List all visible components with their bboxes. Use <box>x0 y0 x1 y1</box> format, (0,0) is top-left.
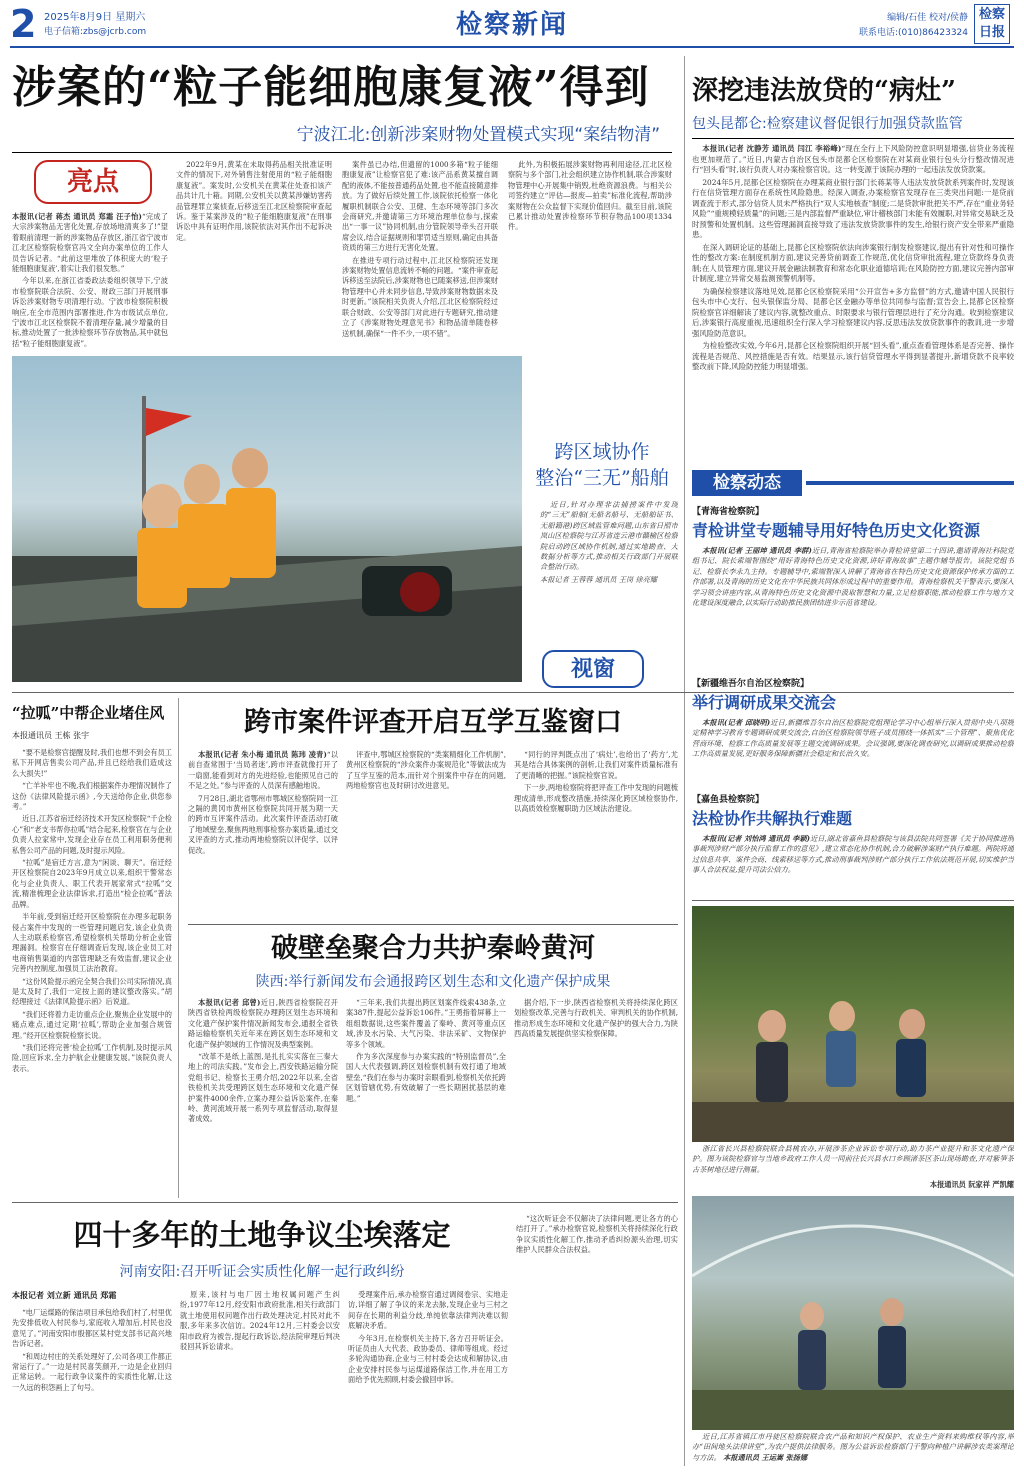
lead-p6: 此外,为积极拓展涉案财物再利用途径,江北区检察院与多个部门,社会组织建立协作机制,联合涉案财物管理中心开展集中销毁,杜绝资源浪费。与相关公司签约建立“评估—报废—拍卖”标准化流程,帮助涉案财物在公众监督下实现价值回归。截至目前,该院已累计推动处置涉检察环节积存物品100项1334件。 <box>508 160 672 232</box>
issue-date: 2025年8月9日 星期六 <box>44 12 146 22</box>
lead-headline: 涉案的“粒子能细胞康复液”得到 <box>12 62 650 113</box>
mid2-subtitle: 陕西:举行新闻发布会通报跨区划生态和文化遗产保护成果 <box>255 974 611 990</box>
lead-p1: “完成了大宗涉案物品无害化处置,存放场地清爽多了!”望着眼前清理一新的涉案物品存放区,浙江省宁波市江北区检察院检察官冯文全向办案单位的工作人员告诉记者。“此前这里堆放了体积庞大的‘粒子能细胞康复液’,着实让我们很发愁。” <box>12 212 168 274</box>
mid1-p4: “同行的评判既点出了‘病灶’,也给出了‘药方’,尤其是结合具体案例的剖析,让我们对案件质量标准有了更清晰的把握。”该院检察官说。 <box>514 750 678 780</box>
mid1-p2: 7月28日,湖北省鄂州市鄂城区检察院同一江之隔的黄冈市黄州区检察院共同开展为期一天的跨市互评案件活动。此次案件评查活动打破了地域壁垒,聚焦两地刑事检察办案质量,通过交叉评查的方式,推动两地检察院以评促学、以评促改。 <box>188 793 338 855</box>
lead-byline: 本报讯(记者 蒋杰 通讯员 郑霜 汪子怡) <box>12 212 142 221</box>
dynamics-body-3 <box>692 834 1014 894</box>
lead-col-3 <box>342 160 498 352</box>
mid1-col-2 <box>346 750 506 920</box>
dynamics-body-1 <box>692 546 1014 670</box>
lead-col-1 <box>12 212 168 352</box>
dynamics-title-1: 青检讲堂专题辅导用好特色历史文化资源 <box>692 521 981 540</box>
right-photo-2-credit: 本报通讯员 王运嵩 张扬娜 <box>723 1452 808 1462</box>
mid2-p2: “改革不是纸上蓝图,是扎扎实实落在三秦大地上的司法实践。”发布会上,西安铁路运输分院党组书记、检察长王勇介绍,2022年以来,全省铁检机关共受理跨区划生态环境和文化遗产保护案件4000余件,立案办理公益诉讼案件,在秦岭、黄河流域开展一系列专项监督活动,取得显著成效。 <box>188 1052 338 1124</box>
dynamics-header <box>692 470 1014 496</box>
mid3-col-3 <box>348 1290 508 1468</box>
right-p1: “现在全行上下风险防控意识明显增强,信贷业务流程也更加规范了。”近日,内蒙古自治区包头市昆都仑区检察院在对某商业银行包头分行整改情况进行“回头看”时,该行负责人对办案检察官说。这一转变源于该院办理的一起违法发放贷款案。 <box>692 144 1014 174</box>
feature-title-line-2: 整治“三无”船舶 <box>535 467 669 489</box>
right-photo-1-caption <box>692 1144 1014 1180</box>
mid1-p1: “以前自查常围于‘当局者迷’,跨市评查就像打开了一扇窗,能看到对方的先进经验,也能照见自己的不足之处。”参与评查的人员深有感触地说。 <box>188 750 338 791</box>
right-photo-2-caption-text: 近日,江苏省镇江市丹徒区检察院联合农产品和知识产权保护、农业生产资料来购维权等内容,举办“田间地头法律讲堂”,为农户提供法律服务。图为公益诉讼检察部门干警向种植户讲解涉农类案理论与方法。 本报通讯员 王运嵩 张扬娜 <box>692 1432 1014 1462</box>
tea-field-illustration <box>692 906 1014 1142</box>
mid3-p4: 受理案件后,承办检察官通过调阅卷宗、实地走访,详细了解了争议的来龙去脉,发现企业与三村之间存在长期的利益分歧,单纯依靠法律判决难以彻底解决矛盾。 <box>348 1290 508 1331</box>
dynamics-title-2: 举行调研成果交流会 <box>692 693 837 712</box>
right-photo-1-caption-text: 浙江省长兴县检察院联合县桃农办,开展涉茶企业诉讼专项行动,助力茶产业提升和茶文化遗产保护。图为该院检察官与当地乡政府工作人员一同前往长兴县水口乡顾渚茶区茶山现场勘查,并对紫笋茶古茶树地径进行测量。 <box>692 1144 1014 1174</box>
dynamics-text-2: 近日,新疆维吾尔自治区检察院党组理论学习中心组举行深入贯彻中央八项规定精神学习教育专题调研成果交流会,自治区检察院领导班子成员围绕一体抓实“三个管理”、聚焦优化营商环境、检察工作高质量发展等主题交流调研成果。会议强调,要深化调查研究,以调研成果推动检察工作高质量发展,更好服务保障新疆社会稳定和长治久安。 <box>692 718 1014 759</box>
mid3-p3: 原来,该村与电厂因土地权属问题产生纠纷,1977年12月,经安阳市政府批准,相关行政部门就土地使用权问题作出行政处理决定,村民对此不服,多年来多次信访。2024年12月,三村委会以安阳市政府为被告,提起行政诉讼,经法院审理后判决驳回其诉讼请求。 <box>180 1290 340 1352</box>
feature-credit: 本报记者 王蓉蓉 通讯员 王岗 徐亮耀 <box>540 574 657 584</box>
mid2-col-1 <box>188 998 338 1194</box>
sidebar-byline: 本报通讯员 王栋 张宇 <box>12 731 90 740</box>
mid3-col-2 <box>180 1290 340 1468</box>
sidebar-p3: 近日,江苏省宿迁经济技术开发区检察院“千企检心”和“老支书帮你拉呱”结合起来,检察官在与企业负责人拉家常中,发现企业存在员工利用职务便利私售公司产品的问题,及时提示风险。 <box>12 814 172 855</box>
right-body <box>692 144 1014 466</box>
dynamics-org-2: 【新疆维吾尔自治区检察院】 <box>692 679 810 689</box>
sidebar-p2: “亡羊补牢也不晚,我们根据案件办理情况制作了这份《法律风险提示函》,今天送给你企业,供您参考。” <box>12 781 172 812</box>
masthead-rule <box>10 46 1014 48</box>
dynamics-item-3 <box>692 792 1014 896</box>
mid2-col-3 <box>514 998 678 1194</box>
mid2-top-rule <box>188 924 678 925</box>
sidebar-p4: “拉呱”是宿迁方言,意为“闲谈、聊天”。宿迁经开区检察院自2023年9月成立以来,组织干警常态化与企业负责人、职工代表开展家常式“拉呱”交流,精准梳理企业法律诉求,打造出“检企拉呱”普法品牌。 <box>12 858 172 909</box>
issue-email: 电子信箱:zbs@jcrb.com <box>44 27 147 37</box>
mid1-col-1 <box>188 750 338 920</box>
sidebar-body <box>12 748 172 1196</box>
mid3-headline: 四十多年的土地争议尘埃落定 <box>73 1218 451 1252</box>
mid3-subtitle: 河南安阳:召开听证会实质性化解一起行政纠纷 <box>119 1264 405 1280</box>
right-photo-1 <box>692 906 1014 1142</box>
mid1-byline: 本报讯(记者 朱小梅 通讯员 陈玮 凌青) <box>198 750 327 759</box>
lead-subtitle: 宁波江北:创新涉案财物处置模式实现“案结物清” <box>296 125 660 145</box>
right-subtitle: 包头昆都仑:检察建议督促银行加强贷款监管 <box>692 116 963 132</box>
sidebar-headline: “拉呱”中帮企业堵住风 <box>12 704 165 722</box>
mid1-headline: 跨市案件评查开启互学互鉴窗口 <box>244 707 622 738</box>
feature-badge <box>542 650 644 688</box>
lead-badge-label: 亮点 <box>66 167 119 197</box>
phone-line: 联系电话:(010)86423324 <box>858 28 968 38</box>
section-title: 检察新闻 <box>455 10 568 40</box>
mid3-top-rule <box>12 1202 678 1203</box>
lead-p3: 2022年9月,黄某在未取得药品相关批准证明文件的情况下,对外销售注射使用的“粒子能细胞康复液”。案发时,公安机关在黄某住处查扣该产品共计几十箱。同期,公安机关以黄某涉嫌妨害药品管理罪立案侦查,后移送至江北区检察院审查起诉。鉴于某案涉及的“粒子能细胞康复液”在刑事诉讼中具有证明作用,该院依法对其作出不起诉决定。 <box>176 160 332 242</box>
right-photo-1-credit: 本报通讯员 阮家祥 严凯耀 <box>929 1180 1014 1189</box>
right-p2: 2024年5月,昆都仑区检察院在办理某商业银行部门长蒋某等人违法发放贷款系列案件时,发现该行在信贷管理方面存在系统性风险隐患。经深入调查,办案检察官发现存在三类突出问题:一是贷前调查流于形式,部分信贷人员未严格执行“双人实地核查”制度;二是贷款审批把关不严,存在“重业务轻风险”“重规模轻质量”的问题;三是内部监督严重缺位,审计稽核部门未能有效履职,对异常交易缺乏及时预警和处置机制。这些管理漏洞直接导致了违法发放贷款事件的发生,给银行资产安全带来严重隐患。 <box>692 177 1014 239</box>
lead-p4: 案件虽已办结,但遗留的1000多箱“粒子能细胞康复液”让检察官犯了难:该产品系黄某擅自调配的液体,不能按普通药品处置,也不能直接随意排放。为了做好后续处置工作,该院依托检察一体化履职机制联合公安、卫健、生态环境等部门多次会商研究,并邀请第三方环境治理单位参与,探索出“一事一议”协同机制,由分管院领导牵头召开联席会议,结合证据规则和罪罚适当原则,确定由具备资质的第三方进行无害化处置。 <box>342 160 498 253</box>
right-rule <box>692 138 1014 139</box>
dynamics-org-1: 【青海省检察院】 <box>692 507 765 517</box>
lead-badge <box>34 160 152 204</box>
right-p3: 在深入调研论证的基础上,昆都仑区检察院依法向涉案银行制发检察建议,提出有针对性和可操作性的整改方案:在制度机制方面,建议完善贷前调查工作规范,优化信贷审批流程,建立贷款终身负责制;在人员管理方面,建议开展金融法制教育和常态化职业道德培训;在风险防控方面,建议完善内部审计制度,建立异常交易监测预警机制等。 <box>692 242 1014 283</box>
feature-photo <box>12 356 522 682</box>
dynamics-header-bar <box>806 481 1014 485</box>
lead-col-4 <box>508 160 672 352</box>
lead-col-2 <box>176 160 332 352</box>
mid2-byline: 本报讯(记者 邱曾) <box>198 998 261 1007</box>
page-number: 2 <box>10 4 37 44</box>
dynamics-byline-1: 本报讯(记者 王丽坤 通讯员 李群) <box>702 546 812 555</box>
mid1-p3: 评查中,鄂城区检察院的“类案精细化工作机制”,黄州区检察院的“涉众案件办案规范化”等做法成为了互学互鉴的范本,而针对个别案件中存在的问题,两地检察官也及时研讨改进意见。 <box>346 750 506 791</box>
mid3-p6: “这次听证会不仅解决了法律问题,更让各方的心结打开了。”承办检察官说,检察机关将持续深化行政争议实质性化解工作,推动矛盾纠纷源头治理,切实维护人民群众合法权益。 <box>516 1214 678 1255</box>
lead-rule <box>12 152 672 153</box>
newspaper-logo: 检察日报 <box>974 4 1010 44</box>
feature-caption-text: 近日,针对办理非法捕捞案件中发现的“三无”船舶(无船名船号、无船舶证书、无船籍港)跨区域监管难问题,山东省日照市岚山区检察院与江苏省连云港市赣榆区检察院启动跨区域协作机制,通过实地勘查、大数据分析等方式,推动相关行政部门开展联合整治行动。 <box>540 500 678 572</box>
mid3-col-1 <box>12 1308 172 1468</box>
feature-title-line-1: 跨区域协作 <box>554 441 650 463</box>
mid2-col-2 <box>346 998 506 1194</box>
dynamics-title-3: 法检协作共解执行难题 <box>692 809 853 828</box>
sidebar-p1: “要不是检察官提醒及时,我们也想不到会有员工私下开网店售卖公司产品,并且已经给我们造成这么大损失!” <box>12 748 172 778</box>
right-headline: 深挖违法放贷的“病灶” <box>692 76 956 106</box>
mid2-p5: 据介绍,下一步,陕西省检察机关将持续深化跨区划检察改革,完善与行政机关、审判机关的协作机制,推动形成生态环境和文化遗产保护的强大合力,为陕西高质量发展提供坚实检察保障。 <box>514 998 678 1039</box>
dynamics-text-1: 近日,青海省检察院举办青检讲堂第二十四讲,邀请青海社科院党组书记、院长索端智围绕“用好青海特色历史文化资源,讲好青海故事”主题作辅导报告。该院党组书记、检察长李永九主持。专题辅导中,索端智深入讲解了青海省在特色历史文化资源保护传承方面的工作部署,以及青海的历史文化在中华民族共同体形成过程中的重要作用。青海检察机关干警表示,要深入学习领会讲座内容,从青海特色历史文化资源中汲取智慧和力量,立足检察职能,推动检察工作与地方文化建设深度融合,以实际行动助推民族团结进步示范省建设。 <box>692 546 1014 608</box>
dynamics-byline-3: 本报讯(记者 刘怡鸿 通讯员 李颖) <box>702 834 811 843</box>
mid3-p1: “电厂运煤路的保洁项目承包给我们村了,村里优先安排低收入村民参与,家庭收入增加后,村民也没意见了。”河南安阳市殷都区某村党支部书记高兴地告诉记者。 <box>12 1308 172 1349</box>
dynamics-byline-2: 本报讯(记者 邱晓明) <box>702 718 771 727</box>
right-photo-2 <box>692 1196 1014 1430</box>
mid3-byline: 本报记者 刘立新 通讯员 郑霜 <box>12 1291 117 1300</box>
feature-badge-label: 视窗 <box>570 656 615 682</box>
lead-p2: 今年以来,在浙江省委政法委组织领导下,宁波市检察院联合法院、公安、财政三部门开展刑事诉讼涉案财物专项清理行动。宁波市检察院积极响应,在全市范围内部署推进,作为市级试点单位,宁波市江北区检察院不着清理存量,减少增量的目标,推动处置了一批涉检察环节存放物品,其中就包括“粒子能细胞康复液”。 <box>12 276 168 348</box>
right-column-rule <box>684 56 685 1466</box>
right-photo-2-caption <box>692 1432 1014 1468</box>
sidebar-rule <box>178 698 179 1198</box>
sidebar-top-rule <box>12 692 1014 693</box>
right-p5: 为检验整改实效,今年6月,昆都仑区检察院组织开展“回头看”,重点查看管理体系是否完善、操作流程是否规范、风控措施是否有效。结果显示,该行信贷管理水平得到显著提升,新增贷款不良率较整改前下降,风险防控能力明显增强。 <box>692 341 1014 371</box>
editor-line: 编辑/石佳 校对/侯静 <box>887 13 968 23</box>
lead-p5: 在推进专项行动过程中,江北区检察院还发现涉案财物处置信息流转不畅的问题。“案件审查起诉移送至法院后,涉案财物也已随案移送,但涉案财物管理中心并未同步信息,导致涉案财物数据未及时更新。”该院相关负责人介绍,江北区检察院经过联合财政、公安等部门对此进行专题研究,推动建立了《涉案财物处理意见书》和物品清单随卷移送机制,确保“一件不少,一项不错”。 <box>342 255 498 338</box>
dynamics-org-3: 【嘉鱼县检察院】 <box>692 795 765 805</box>
sidebar-p6: “这份风险提示函完全契合我们公司实际情况,真是太及时了,我们一定按上面的建议整改落实。”胡经理接过《法律风险提示函》后说道。 <box>12 976 172 1007</box>
dynamics-header-label: 检察动态 <box>692 470 802 496</box>
right-byline: 本报讯(记者 沈静芳 通讯员 闫江 李裕峰) <box>702 144 842 153</box>
dynamics-text-3: 近日,湖北省嘉鱼县检察院与该县法院共同签署《关于协同推进刑事裁判涉财产部分执行监督工作的意见》,建立常态化协作机制,合力破解涉案财产执行难题。两院将通过信息共享、案件会商、线索移送等方式,推动刑事裁判涉财产部分执行工作依法规范开展,切实维护当事人合法权益,提升司法公信力。 <box>692 834 1014 875</box>
right-photo-rule <box>692 900 1014 901</box>
right-p4: 为确保检察建议落地见效,昆都仑区检察院采用“公开宣告+多方监督”的方式,邀请中国人民银行包头市中心支行、包头银保监分局、昆都仑区金融办等单位共同参与监督;宣告会上,昆都仑区检察院检察官详细解读了建议内容,就整改重点、时限要求与银行管理层进行了充分沟通。收到检察建议后,涉案银行高度重视,迅速组织全行深入学习检察建议内容,反思违法发放贷款事件的教训,进一步增强风险防范意识。 <box>692 286 1014 338</box>
feature-caption <box>540 500 678 638</box>
sidebar-p5: 半年前,受到宿迁经开区检察院在办理多起职务侵占案件中发现的一些管理问题启发,该企业负责人主动联系检察官,希望检察机关帮助分析企业管理漏洞。检察官在仔细调查后发现,该企业员工对电商销售渠道的内部管理缺乏有效监督,建议企业完善内控制度,加强员工法治教育。 <box>12 912 172 974</box>
dynamics-body-2 <box>692 718 1014 786</box>
mid3-p2: “和周边村庄的关系处理好了,公司各项工作都正常运行了。”一边是村民喜笑颜开,一边是企业回归正常运转。一起行政争议案件的实质性化解,让这一久远的积怨画上了句号。 <box>12 1351 172 1392</box>
mid1-col-3 <box>514 750 678 920</box>
ship-deck-illustration <box>12 356 522 682</box>
mid2-headline: 破壁垒聚合力共护秦岭黄河 <box>271 933 595 964</box>
greenhouse-illustration <box>692 1196 1014 1430</box>
sidebar-p8: “我们还将完善‘检企拉呱’工作机制,及时提示风险,回应诉求,全力护航企业健康发展。”该院负责人表示。 <box>12 1042 172 1073</box>
mid3-col-4 <box>516 1214 678 1468</box>
mid2-p4: 作为多次深度参与办案实践的“特别监督员”,全国人大代表强调,跨区划检察机制有效打通了地域壁垒,“我们在参与办案时亲眼看到,检察机关依托跨区划管辖优势,有效破解了一些长期困扰基层的难题。” <box>346 1052 506 1103</box>
mid1-p5: 下一步,两地检察院将把评查工作中发现的问题梳理成清单,形成整改措施,持续深化跨区域检察协作,以高质效检察履职助力区域法治建设。 <box>514 783 678 814</box>
sidebar-p7: “我们还将着力走访重点企业,聚焦企业发展中的痛点难点,通过定期‘拉呱’,帮助企业加强合规管理。”经开区检察院检察长说。 <box>12 1009 172 1040</box>
mid2-p3: “三年来,我们共提出跨区划案件线索438条,立案387件,提起公益诉讼106件。”王勇指着屏幕上一组组数据说,这些案件覆盖了秦岭、黄河等重点区域,涉及水污染、大气污染、非法采矿、文物保护等多个领域。 <box>346 998 506 1049</box>
dynamics-item-1 <box>692 504 1014 672</box>
masthead <box>0 0 1024 48</box>
mid2-p1: 近日,陕西省检察院召开陕西省铁检两级检察院办理跨区划生态环境和文化遗产保护案件情况新闻发布会,通报全省铁路运输检察机关近年来在跨区划生态环境和文化遗产保护领域的工作情况及典型案例。 <box>188 998 338 1049</box>
mid3-p5: 今年3月,在检察机关主持下,各方召开听证会。听证员由人大代表、政协委员、律师等组成。经过多轮沟通协商,企业与三村村委会达成和解协议,由企业安排村民参与运煤道路保洁工作,并在用工方面给予优先照顾,村委会撤回申诉。 <box>348 1333 508 1385</box>
